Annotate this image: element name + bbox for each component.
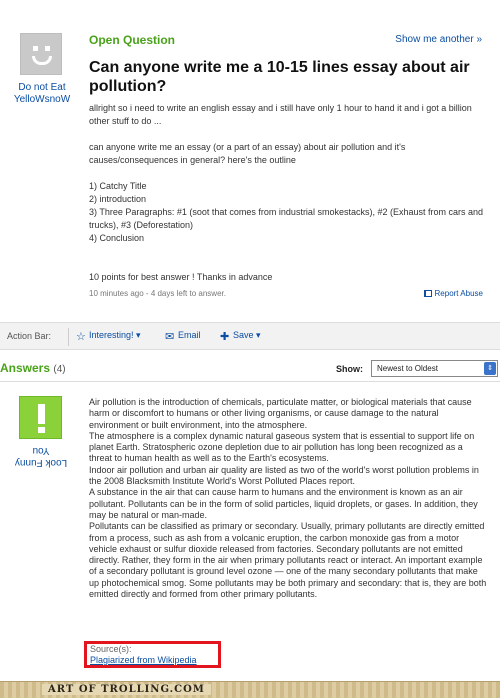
plus-icon: ✚ [220,331,230,343]
action-bar [0,322,500,350]
avatar-eye [45,46,50,51]
email-button[interactable]: ✉ Email [165,330,201,343]
question-panel [0,0,500,318]
show-another-link[interactable]: Show me another » [395,34,482,45]
avatar-smile [32,56,52,65]
sources-link[interactable]: Plagiarized from Wikipedia [90,655,197,665]
updown-arrows-icon: ⇕ [484,362,496,375]
question-body [89,102,485,284]
sources-highlight [84,641,221,668]
report-abuse-label: Report Abuse [434,289,483,298]
action-bar-divider [68,328,69,346]
outline-item: 3) Three Paragraphs: #1 (soot that comes from industrial smokestacks), #2 (Exhaust from cars and trucks), #3 (Deforestation) [89,207,484,230]
section-divider [0,381,500,382]
exclamation-icon [38,404,45,424]
asker-name-link[interactable]: Do not Eat YelloWsnoW [13,82,71,105]
sort-select[interactable] [371,360,498,377]
answer-paragraph: Indoor air pollution and urban air quality are listed as two of the world's worst pollution problems in the 2008 Blacksmith Institute World's Worst Polluted Places report. [89,464,479,487]
question-paragraph: allright so i need to write an english essay and i still have only 1 hour to hand it and i got a billion other stuff to do ... [89,103,472,126]
sort-selected: Newest to Oldest [377,364,438,373]
answerer-name-link[interactable]: Look Funny You [14,445,68,468]
answer-paragraph: Air pollution is the introduction of chemicals, particulate matter, or biological materials that cause harm or discomfort to humans or other living organisms, or cause damage to the natural environment or built environment, into the atmosphere. [89,397,472,430]
outline-item: 2) introduction [89,194,147,204]
action-bar-label: Action Bar: [7,331,52,341]
question-paragraph: can anyone write me an essay (or a part of an essay) about air pollution and it's causes/consequences in general? here's the outline [89,142,406,165]
flag-icon [424,290,432,297]
answers-count: (4) [53,364,66,375]
sources-label: Source(s): [90,644,132,654]
envelope-icon: ✉ [165,331,175,343]
question-paragraph: 10 points for best answer ! Thanks in advance [89,272,273,282]
outline-item: 4) Conclusion [89,233,145,243]
exclamation-dot [38,427,45,433]
star-icon: ☆ [76,331,86,343]
answer-paragraph: The atmosphere is a complex dynamic natural gaseous system that is essential to support life on planet Earth. Stratospheric ozone depletion due to air pollution has long been recognized as a threat to human health as well as to the Earth's ecosystems. [89,430,475,464]
watermark-bar [0,681,500,698]
answer-paragraph: Pollutants can be classified as primary or secondary. Usually, primary pollutants are directly emitted from a process, such as ash from a volcanic eruption, the carbon monoxide gas from a motor vehicle exhaust or sulfur dioxide released from factories. Secondary pollutants are not emitted directly. Rather, they form in the air when primary pollutants react or interact. An important example of a secondary pollutant is ground level ozone — one of the many secondary pollutants that make up photochemical smog. Some pollutants may be both primary and secondary: that is, they are both emitted directly and formed from other primary pollutants. [89,521,487,600]
question-meta: 10 minutes ago - 4 days left to answer. [89,289,226,298]
answer-body [89,397,487,600]
show-label: Show: [336,364,363,374]
interesting-button[interactable]: ☆ Interesting! ▾ [76,330,141,343]
question-status: Open Question [89,33,176,47]
outline-item: 1) Catchy Title [89,181,147,191]
answerer-avatar[interactable] [19,396,62,439]
question-title: Can anyone write me a 10-15 lines essay about air pollution? [89,59,470,95]
answers-heading: Answers (4) [0,361,66,375]
watermark-text: ART OF TROLLING.COM [42,684,211,695]
answer-paragraph: A substance in the air that can cause harm to humans and the environment is known as an air pollutant. Pollutants can be in the form of solid particles, liquid droplets, or gases. In addition, they may be natural or man-made. [89,487,478,520]
save-button[interactable]: ✚ Save ▾ [220,330,261,343]
asker-avatar[interactable] [20,33,62,75]
avatar-eye [33,46,38,51]
report-abuse-link[interactable] [424,289,483,298]
